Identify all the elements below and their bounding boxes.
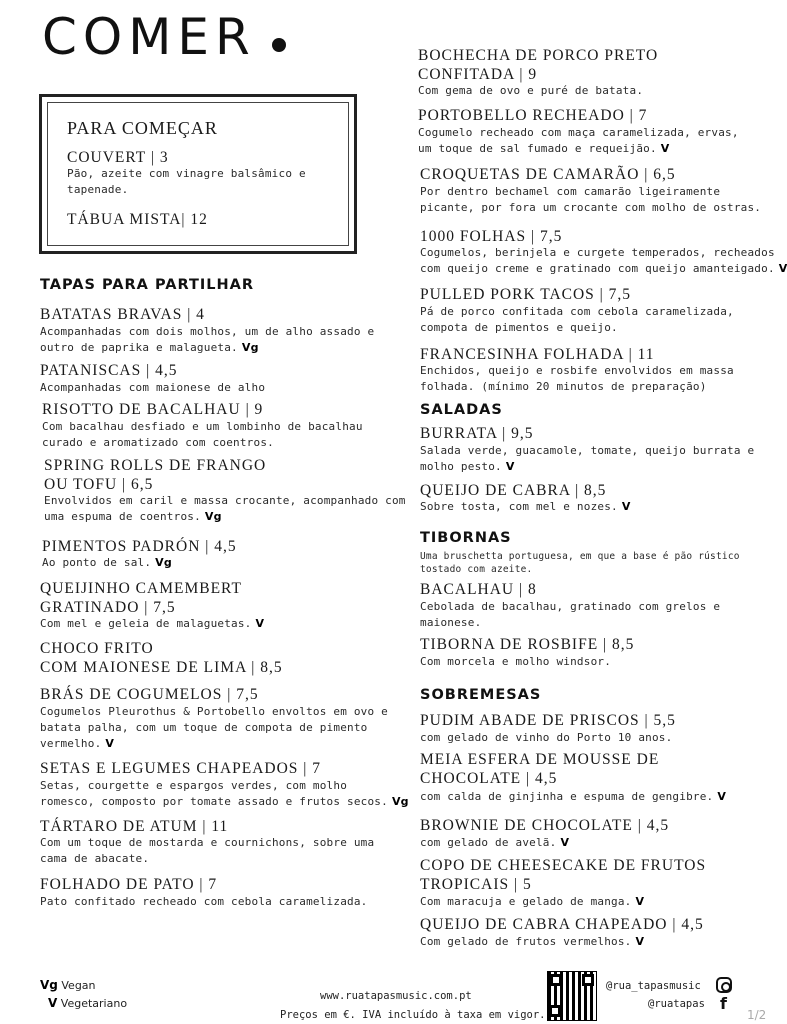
- item-name: TÁRTARO DE ATUM | 11: [40, 818, 229, 835]
- tapas-heading: TAPAS PARA PARTILHAR: [40, 277, 255, 293]
- couvert-name: COUVERT | 3: [67, 149, 169, 166]
- item-desc: Sobre tosta, com mel e nozes. V: [420, 500, 631, 513]
- legend-vegan: Vg Vegan: [40, 978, 96, 992]
- item-desc: Com um toque de mostarda e cournichons, sobre uma cama de abacate.: [40, 836, 375, 865]
- sobremesas-heading: SOBREMESAS: [420, 687, 542, 703]
- page-title: COMER: [42, 8, 256, 66]
- item-desc: Envolvidos em caril e massa crocante, acompanhado com uma espuma de coentros. Vg: [44, 494, 406, 523]
- item-desc: Com gema de ovo e puré de batata.: [418, 84, 644, 97]
- couvert-desc: Pão, azeite com vinagre balsâmico e tapenade.: [67, 167, 306, 196]
- item-name: PIMENTOS PADRÓN | 4,5: [42, 538, 237, 555]
- item-name: CROQUETAS DE CAMARÃO | 6,5: [420, 166, 676, 183]
- vegan-tag: Vg: [204, 510, 222, 523]
- starters-heading: PARA COMEÇAR: [67, 118, 218, 138]
- vegetarian-tag: V: [255, 617, 265, 630]
- item-desc: Salada verde, guacamole, tomate, queijo burrata e molho pesto. V: [420, 444, 755, 473]
- item-desc: Com gelado de frutos vermelhos. V: [420, 935, 645, 948]
- item-desc: com gelado de vinho do Porto 10 anos.: [420, 731, 673, 744]
- title-dot: [272, 38, 286, 52]
- vegetarian-tag: V: [560, 836, 570, 849]
- vegetarian-tag: V: [105, 737, 115, 750]
- facebook-icon[interactable]: f: [720, 994, 727, 1013]
- item-name: MEIA ESFERA DE MOUSSE DE CHOCOLATE | 4,5: [420, 751, 660, 787]
- saladas-heading: SALADAS: [420, 402, 503, 418]
- legend-vegetarian: V Vegetariano: [48, 996, 128, 1010]
- item-desc: com gelado de avelã. V: [420, 836, 570, 849]
- item-desc: Acompanhadas com dois molhos, um de alho assado e outro de paprika e malagueta. Vg: [40, 325, 375, 354]
- item-name: TIBORNA DE ROSBIFE | 8,5: [420, 636, 635, 653]
- vegetarian-tag: V: [505, 460, 515, 473]
- item-desc: Pá de porco confitada com cebola caramelizada, compota de pimentos e queijo.: [420, 305, 734, 334]
- item-name: SETAS E LEGUMES CHAPEADOS | 7: [40, 760, 322, 777]
- item-name: FOLHADO DE PATO | 7: [40, 876, 218, 893]
- item-name: CHOCO FRITO COM MAIONESE DE LIMA | 8,5: [40, 640, 283, 676]
- item-desc: Por dentro bechamel com camarão ligeiramente picante, por fora um crocante com molho de ostras.: [420, 185, 762, 214]
- item-desc: Com morcela e molho windsor.: [420, 655, 612, 668]
- vegan-tag: Vg: [391, 795, 409, 808]
- item-desc: Acompanhadas com maionese de alho: [40, 381, 266, 394]
- item-desc: Ao ponto de sal. Vg: [42, 556, 172, 569]
- tabua-name: TÁBUA MISTA| 12: [67, 211, 208, 228]
- item-name: BATATAS BRAVAS | 4: [40, 306, 205, 323]
- item-desc: com calda de ginjinha e espuma de gengibre. V: [420, 790, 727, 803]
- item-desc: Com bacalhau desfiado e um lombinho de bacalhau curado e aromatizado com coentros.: [42, 420, 363, 449]
- item-name: BOCHECHA DE PORCO PRETO CONFITADA | 9: [418, 47, 659, 83]
- item-name: QUEIJINHO CAMEMBERT GRATINADO | 7,5: [40, 580, 242, 616]
- tibornas-intro: Uma bruschetta portuguesa, em que a base é pão rústico tostado com azeite.: [420, 551, 740, 575]
- item-name: BACALHAU | 8: [420, 581, 537, 598]
- instagram-handle[interactable]: @rua_tapasmusic: [606, 980, 701, 992]
- vegetarian-tag: V: [660, 142, 670, 155]
- instagram-icon[interactable]: [716, 977, 732, 993]
- item-name: COPO DE CHEESECAKE DE FRUTOS TROPICAIS | 5: [420, 857, 707, 893]
- item-desc: Enchidos, queijo e rosbife envolvidos em massa folhada. (mínimo 20 minutos de preparação): [420, 364, 734, 393]
- item-desc: Com maracuja e gelado de manga. V: [420, 895, 645, 908]
- item-name: BRÁS DE COGUMELOS | 7,5: [40, 686, 259, 703]
- item-desc: Com mel e geleia de malaguetas. V: [40, 617, 265, 630]
- item-name: PULLED PORK TACOS | 7,5: [420, 286, 632, 303]
- item-name: PUDIM ABADE DE PRISCOS | 5,5: [420, 712, 676, 729]
- item-name: SPRING ROLLS DE FRANGO OU TOFU | 6,5: [44, 457, 267, 493]
- item-desc: Cogumelo recheado com maça caramelizada, ervas, um toque de sal fumado e requeijão. V: [418, 126, 739, 155]
- item-name: RISOTTO DE BACALHAU | 9: [42, 401, 264, 418]
- item-desc: Cebolada de bacalhau, gratinado com grelos e maionese.: [420, 600, 721, 629]
- vegetarian-tag: V: [621, 500, 631, 513]
- tibornas-heading: TIBORNAS: [420, 530, 512, 546]
- item-name: QUEIJO DE CABRA CHAPEADO | 4,5: [420, 916, 704, 933]
- vegan-tag: Vg: [241, 341, 259, 354]
- item-name: PATANISCAS | 4,5: [40, 362, 178, 379]
- item-name: BROWNIE DE CHOCOLATE | 4,5: [420, 817, 670, 834]
- item-name: QUEIJO DE CABRA | 8,5: [420, 482, 607, 499]
- item-desc: Setas, courgette e espargos verdes, com molho romesco, composto por tomate assado e frutos secos. Vg: [40, 779, 409, 808]
- item-desc: Cogumelos Pleurothus & Portobello envoltos em ovo e batata palha, com um toque de compota de pimento vermelho. V: [40, 705, 388, 750]
- item-desc: Pato confitado recheado com cebola caramelizada.: [40, 895, 368, 908]
- qr-corner: [549, 1005, 561, 1017]
- item-name: FRANCESINHA FOLHADA | 11: [420, 346, 655, 363]
- item-name: 1000 FOLHAS | 7,5: [420, 228, 563, 245]
- website-link[interactable]: www.ruatapasmusic.com.pt: [320, 990, 472, 1002]
- vegan-tag: Vg: [155, 556, 172, 569]
- vegetarian-tag: V: [635, 935, 645, 948]
- facebook-handle[interactable]: @ruatapas: [648, 998, 705, 1010]
- item-name: BURRATA | 9,5: [420, 425, 534, 442]
- item-name: PORTOBELLO RECHEADO | 7: [418, 107, 648, 124]
- price-note: Preços em €. IVA incluído à taxa em vigor.: [280, 1009, 546, 1021]
- item-desc: Cogumelos, berinjela e curgete temperados, recheados com queijo creme e gratinado com queijo amanteigado. V: [420, 246, 787, 275]
- page-number: 1/2: [747, 1008, 767, 1022]
- vegetarian-tag: V: [717, 790, 727, 803]
- vegetarian-tag: V: [635, 895, 645, 908]
- vegetarian-tag: V: [778, 262, 787, 275]
